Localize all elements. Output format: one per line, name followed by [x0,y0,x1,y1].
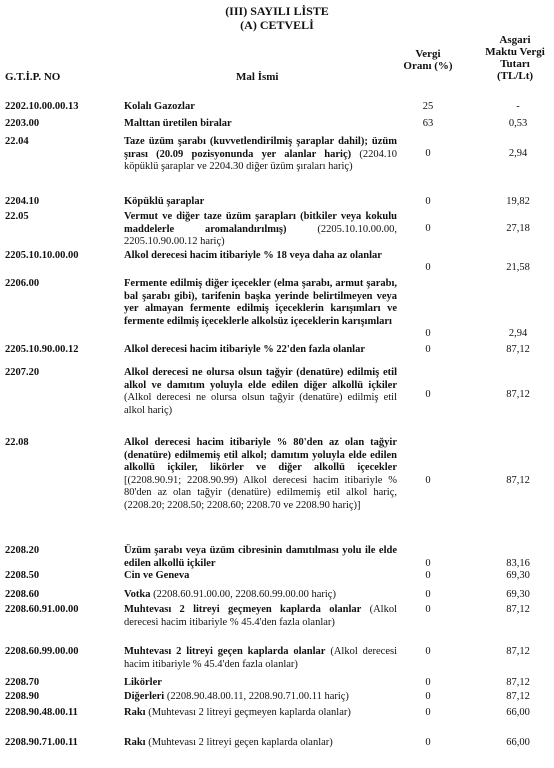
item-name: Alkol derecesi hacim itibariyle % 18 veya daha az olanlar [124,250,382,261]
page-subtitle: (A) CETVELİ [240,18,314,32]
item-name: Malttan üretilen biralar [124,118,232,129]
header-gtip: G.T.İ.P. NO [5,71,61,83]
item-name: Rakı [124,737,146,748]
tax-rate: 0 [425,737,431,748]
gtip-code: 2208.60.99.00.00 [5,646,79,657]
gtip-code: 2205.10.90.00.12 [5,344,79,355]
item-name: Vermut ve diğer taze üzüm şarapları (bitkiler veya kokulu maddelerle aromalandırılmış) [124,211,397,235]
item-name-cell [124,604,397,629]
gtip-code: 2208.60 [5,589,40,600]
tax-rate: 0 [425,389,431,400]
header-tax [476,34,554,82]
min-specific-tax: 87,12 [506,677,530,688]
header-tax-line3: Tutarı [500,58,530,70]
item-name: Diğerleri [124,691,165,702]
min-specific-tax: 69,30 [506,589,530,600]
tax-rate: 0 [425,148,431,159]
tax-rate: 0 [425,570,431,581]
gtip-code: 2208.90.48.00.11 [5,707,78,718]
gtip-code: 2205.10.10.00.00 [5,250,79,261]
tax-rate: 0 [425,707,431,718]
tax-rate: 0 [425,558,431,569]
item-name-cell [124,118,397,131]
min-specific-tax: 21,58 [506,262,530,273]
header-tax-line2: Maktu Vergi [485,46,545,58]
tax-rate: 0 [425,589,431,600]
min-specific-tax: 2,94 [508,328,528,339]
header-rate-line1: Vergi [415,48,441,60]
header-tax-line4: (TL/Lt) [496,70,534,82]
gtip-code: 2202.10.00.00.13 [5,101,79,112]
gtip-code: 2208.50 [5,570,40,581]
min-specific-tax: 66,00 [506,737,530,748]
min-specific-tax: 87,12 [506,389,530,400]
item-note: (Muhtevası 2 litreyi geçen kaplarda olanlar) [148,737,333,748]
item-name-cell [124,677,397,690]
tax-rate: 0 [425,223,431,234]
min-specific-tax: 66,00 [506,707,530,718]
header-tax-line1: Asgari [499,34,531,46]
gtip-code: 2208.20 [5,545,40,556]
tax-rate: 25 [422,101,434,112]
header-name: Mal İsmi [236,71,279,83]
gtip-code: 2208.90.71.00.11 [5,737,78,748]
min-specific-tax: 87,12 [506,646,530,657]
item-name-cell [124,545,397,570]
item-name: Cin ve Geneva [124,570,190,581]
min-specific-tax: 87,12 [506,691,530,702]
item-name-cell [124,691,397,704]
item-name-cell [124,737,397,750]
min-specific-tax: 0,53 [508,118,528,129]
gtip-code: 22.08 [5,437,29,448]
tax-rate: 0 [425,344,431,355]
tax-rate: 0 [425,646,431,657]
gtip-code: 2208.70 [5,677,40,688]
item-name-cell [124,646,397,671]
item-note: (Alkol derecesi ne olursa olsun tağyir (denatüre) edilmiş etil alkol hariç) [124,392,397,416]
gtip-code: 2206.00 [5,278,40,289]
item-note: (2205.10.10.00.00, 2205.10.90.00.12 hariç) [124,223,397,247]
item-name: Rakı [124,707,146,718]
item-note: (2208.90.48.00.11, 2208.90.71.00.11 hariç) [166,691,349,702]
gtip-code: 2204.10 [5,196,40,207]
page-title: (III) SAYILI LİSTE [225,4,329,18]
tax-rate: 0 [425,475,431,486]
tax-rate: 0 [425,262,431,273]
item-name-cell [124,437,397,512]
min-specific-tax: 2,94 [508,148,528,159]
item-name: Alkol derecesi hacim itibariyle % 22'den fazla olanlar [124,344,365,355]
min-specific-tax: 83,16 [506,558,530,569]
gtip-code: 2208.60.91.00.00 [5,604,79,615]
item-name-cell [124,211,397,249]
header-rate [400,48,456,72]
min-specific-tax: 19,82 [506,196,530,207]
min-specific-tax: - [516,101,520,112]
item-name-cell [124,367,397,417]
tax-rate: 63 [422,118,434,129]
header-rate-line2: Oranı (%) [403,60,453,72]
gtip-code: 22.05 [5,211,29,222]
min-specific-tax: 87,12 [506,344,530,355]
min-specific-tax: 87,12 [506,475,530,486]
tax-rate: 0 [425,677,431,688]
item-name: Muhtevası 2 litreyi geçmeyen kaplarda olanlar [124,604,362,615]
item-note: [(2208.90.91; 2208.90.99) Alkol derecesi hacim itibariyle % 80'den az olan tağyir (denatüre) edilmemiş etil alkol hariç, (2208.20; 2208.50; 2208.60; 2208.70 ve 2208.90 hariç)] [124,474,397,511]
gtip-code: 22.04 [5,136,29,147]
item-name: Muhtevası 2 litreyi geçen kaplarda olanlar [124,646,326,657]
item-note: (2208.60.91.00.00, 2208.60.99.00.00 hariç) [153,589,336,600]
gtip-code: 2208.90 [5,691,40,702]
min-specific-tax: 69,30 [506,570,530,581]
item-note: (Muhtevası 2 litreyi geçmeyen kaplarda olanlar) [148,707,351,718]
item-name: Taze üzüm şarabı (kuvvetlendirilmiş şaraplar dahil); üzüm şırası (20.09 pozisyonunda yer alanlar hariç) [124,136,397,160]
tax-rate: 0 [425,604,431,615]
item-name-cell [124,278,397,328]
item-name: Alkol derecesi hacim itibariyle % 80'den az olan tağyir (denatüre) edilmemiş etil alkol; damıtım yoluyla elde edilen alkollü içkiler, likörler ve diğer alkollü içecekler [124,437,397,473]
item-name: Köpüklü şaraplar [124,196,205,207]
item-name: Votka [124,589,151,600]
item-name: Üzüm şarabı veya üzüm cibresinin damıtılması yolu ile elde edilen alkollü içkiler [124,545,397,569]
gtip-code: 2207.20 [5,367,40,378]
item-name-cell [124,344,397,357]
item-name-cell [124,589,397,602]
item-name-cell [124,101,397,114]
min-specific-tax: 87,12 [506,604,530,615]
item-note: (Alkol derecesi hacim itibariyle % 45.4'den fazla olanlar) [124,646,397,670]
item-note: (2204.10 köpüklü şaraplar ve 2204.30 diğer üzüm şıraları hariç) [124,148,397,172]
tax-rate: 0 [425,691,431,702]
item-name-cell [124,250,397,263]
item-note: (Alkol derecesi hacim itibariyle % 45.4'den fazla olanlar) [124,604,397,628]
min-specific-tax: 27,18 [506,223,530,234]
tax-rate: 0 [425,328,431,339]
item-name-cell [124,136,397,174]
gtip-code: 2203.00 [5,118,40,129]
item-name: Likörler [124,677,162,688]
item-name: Fermente edilmiş diğer içecekler (elma şarabı, armut şarabı, bal şarabı gibi), tarifenin başka yerinde belirtilmeyen veya yer almayan fermente edilmiş içeceklerin karışımları ve fermente edilmiş içeceklerle alkolsüz içeceklerin karışımları [124,278,397,327]
item-name-cell [124,707,397,720]
item-name-cell [124,196,397,209]
item-name: Alkol derecesi ne olursa olsun tağyir (denatüre) edilmiş etil alkol ve damıtım yoluyla elde edilen diğer alkollü içkiler [124,367,397,391]
item-name-cell [124,570,397,583]
item-name: Kolalı Gazozlar [124,101,195,112]
tax-rate: 0 [425,196,431,207]
